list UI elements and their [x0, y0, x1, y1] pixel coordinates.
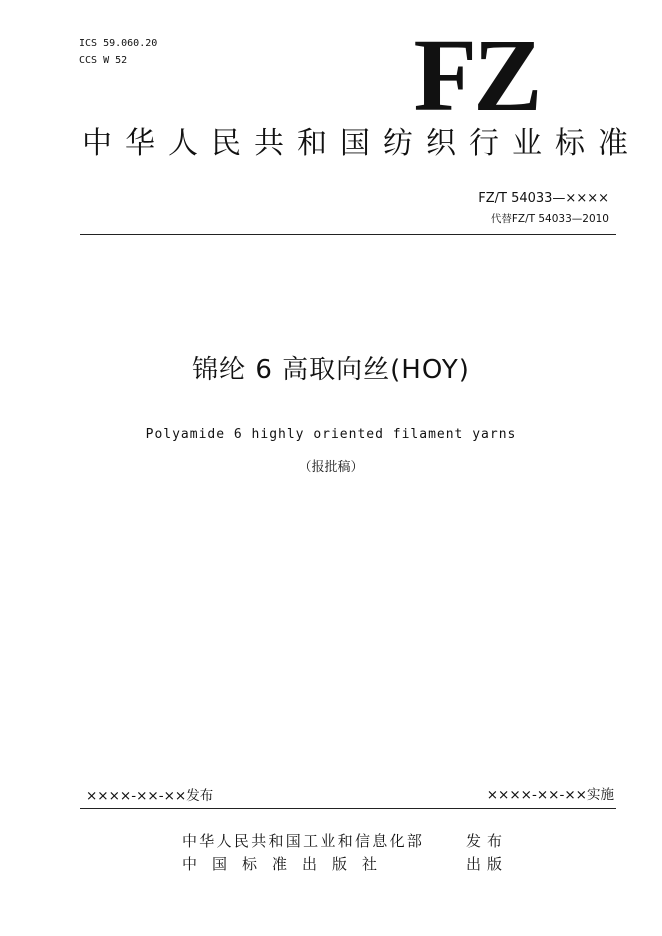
fz-logo-text: FZ	[413, 28, 539, 118]
issue-action-label: 发布	[466, 832, 509, 850]
header-divider	[80, 234, 616, 235]
replaces-standard: 代替FZ/T 54033—2010	[490, 213, 609, 225]
ics-code: ICS 59.060.20	[79, 38, 158, 49]
document-title-chinese: 锦纶 6 高取向丝(HOY)	[192, 355, 470, 385]
implementation-date: ××××-××-××实施	[486, 787, 614, 803]
issuing-authority: 中华人民共和国工业和信息化部	[182, 832, 425, 850]
draft-stage-label: （报批稿）	[298, 460, 364, 475]
ccs-code: CCS W 52	[79, 55, 128, 66]
document-title-english: Polyamide 6 highly oriented filament yarns	[145, 427, 517, 442]
publish-action-label: 出版	[466, 855, 509, 873]
standard-category-title: 中华人民共和国纺织行业标准	[82, 126, 641, 161]
issue-date: ××××-××-××发布	[86, 788, 214, 804]
footer-divider	[80, 808, 616, 809]
standard-number: FZ/T 54033—××××	[478, 191, 609, 206]
fz-logo	[396, 28, 556, 118]
publishing-house: 中国标准出版社	[182, 855, 393, 873]
